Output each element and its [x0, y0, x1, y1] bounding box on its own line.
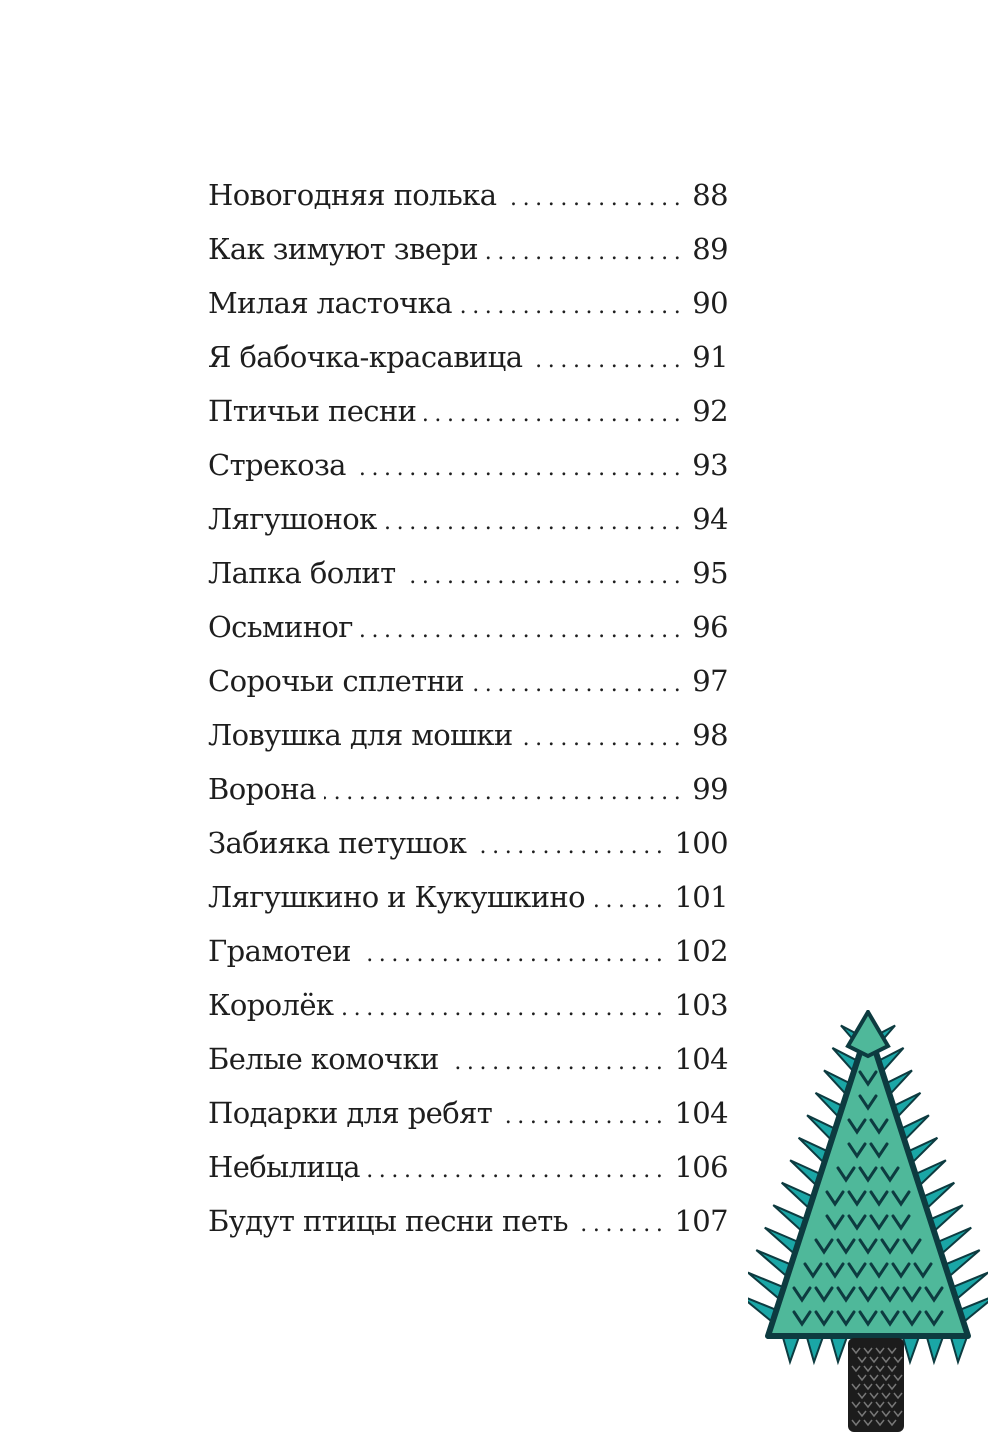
toc-entry[interactable] — [208, 826, 728, 880]
toc-leader-dots — [504, 186, 686, 211]
toc-entry[interactable] — [208, 394, 728, 448]
toc-entry-page: 89 — [692, 232, 728, 266]
toc-entry-page: 91 — [692, 340, 728, 374]
toc-entry-title: Королёк — [208, 988, 334, 1022]
toc-entry-page: 94 — [692, 502, 728, 536]
toc-entry-title: Будут птицы песни петь — [208, 1204, 568, 1238]
toc-entry-title: Милая ласточка — [208, 286, 452, 320]
toc-entry-page: 95 — [692, 556, 728, 590]
toc-entry-title: Птичьи песни — [208, 394, 417, 428]
tree-top — [848, 1012, 888, 1056]
fir-tree-illustration — [748, 1010, 988, 1436]
toc-entry[interactable] — [208, 664, 728, 718]
toc-entry-title: Сорочьи сплетни — [208, 664, 465, 698]
toc-leader-dots — [404, 564, 687, 589]
toc-entry-page: 92 — [692, 394, 728, 428]
toc-entry-page: 99 — [692, 772, 728, 806]
toc-entry[interactable] — [208, 178, 728, 232]
toc-leader-dots — [424, 402, 686, 427]
toc-entry-page: 106 — [674, 1150, 728, 1184]
toc-entry-page: 102 — [674, 934, 728, 968]
fir-tree-icon — [748, 1010, 988, 1436]
toc-leader-dots — [341, 996, 668, 1021]
toc-entry[interactable] — [208, 988, 728, 1042]
toc-entry-page: 103 — [674, 988, 728, 1022]
toc-entry[interactable] — [208, 340, 728, 394]
toc-leader-dots — [474, 834, 668, 859]
toc-entry[interactable] — [208, 772, 728, 826]
toc-leader-dots — [530, 348, 686, 373]
toc-leader-dots — [500, 1104, 668, 1129]
toc-entry-page: 93 — [692, 448, 728, 482]
toc-leader-dots — [324, 780, 686, 805]
toc-entry[interactable] — [208, 718, 728, 772]
toc-leader-dots — [593, 888, 668, 913]
toc-leader-dots — [385, 510, 687, 535]
toc-entry[interactable] — [208, 880, 728, 934]
toc-entry-title: Ворона — [208, 772, 316, 806]
toc-leader-dots — [447, 1050, 669, 1075]
toc-entry-page: 96 — [692, 610, 728, 644]
toc-entry-title: Я бабочка-красавица — [208, 340, 523, 374]
toc-entry[interactable] — [208, 1150, 728, 1204]
toc-entry-title: Подарки для ребят — [208, 1096, 493, 1130]
toc-entry[interactable] — [208, 1204, 728, 1258]
toc-entry-title: Осьминог — [208, 610, 353, 644]
toc-entry[interactable] — [208, 286, 728, 340]
toc-entry-title: Как зимуют звери — [208, 232, 478, 266]
toc-entry-page: 90 — [692, 286, 728, 320]
toc-entry-title: Стрекоза — [208, 448, 346, 482]
toc-entry-title: Белые комочки — [208, 1042, 439, 1076]
toc-leader-dots — [486, 240, 686, 265]
toc-entry-title: Грамотеи — [208, 934, 351, 968]
toc-entry-page: 88 — [692, 178, 728, 212]
table-of-contents — [208, 178, 728, 1258]
toc-entry[interactable] — [208, 1042, 728, 1096]
toc-entry[interactable] — [208, 232, 728, 286]
toc-entry[interactable] — [208, 556, 728, 610]
toc-entry-title: Новогодняя полька — [208, 178, 497, 212]
toc-leader-dots — [359, 942, 669, 967]
toc-entry[interactable] — [208, 448, 728, 502]
toc-entry-page: 100 — [674, 826, 728, 860]
toc-entry-title: Лапка болит — [208, 556, 396, 590]
toc-leader-dots — [472, 672, 686, 697]
toc-entry[interactable] — [208, 934, 728, 988]
toc-entry-page: 101 — [674, 880, 728, 914]
toc-entry-title: Лягушонок — [208, 502, 377, 536]
toc-entry-title: Ловушка для мошки — [208, 718, 513, 752]
toc-leader-dots — [576, 1212, 669, 1237]
toc-entry-title: Забияка петушок — [208, 826, 467, 860]
toc-entry[interactable] — [208, 1096, 728, 1150]
toc-entry-page: 107 — [674, 1204, 728, 1238]
toc-leader-dots — [368, 1158, 669, 1183]
toc-entry-title: Лягушкино и Кукушкино — [208, 880, 586, 914]
toc-entry-page: 98 — [692, 718, 728, 752]
toc-entry-title: Небылица — [208, 1150, 360, 1184]
toc-entry-page: 104 — [674, 1096, 728, 1130]
toc-leader-dots — [361, 618, 686, 643]
toc-leader-dots — [521, 726, 687, 751]
toc-entry-page: 104 — [674, 1042, 728, 1076]
toc-entry[interactable] — [208, 610, 728, 664]
toc-leader-dots — [460, 294, 686, 319]
toc-entry-page: 97 — [692, 664, 728, 698]
toc-entry[interactable] — [208, 502, 728, 556]
toc-leader-dots — [354, 456, 686, 481]
